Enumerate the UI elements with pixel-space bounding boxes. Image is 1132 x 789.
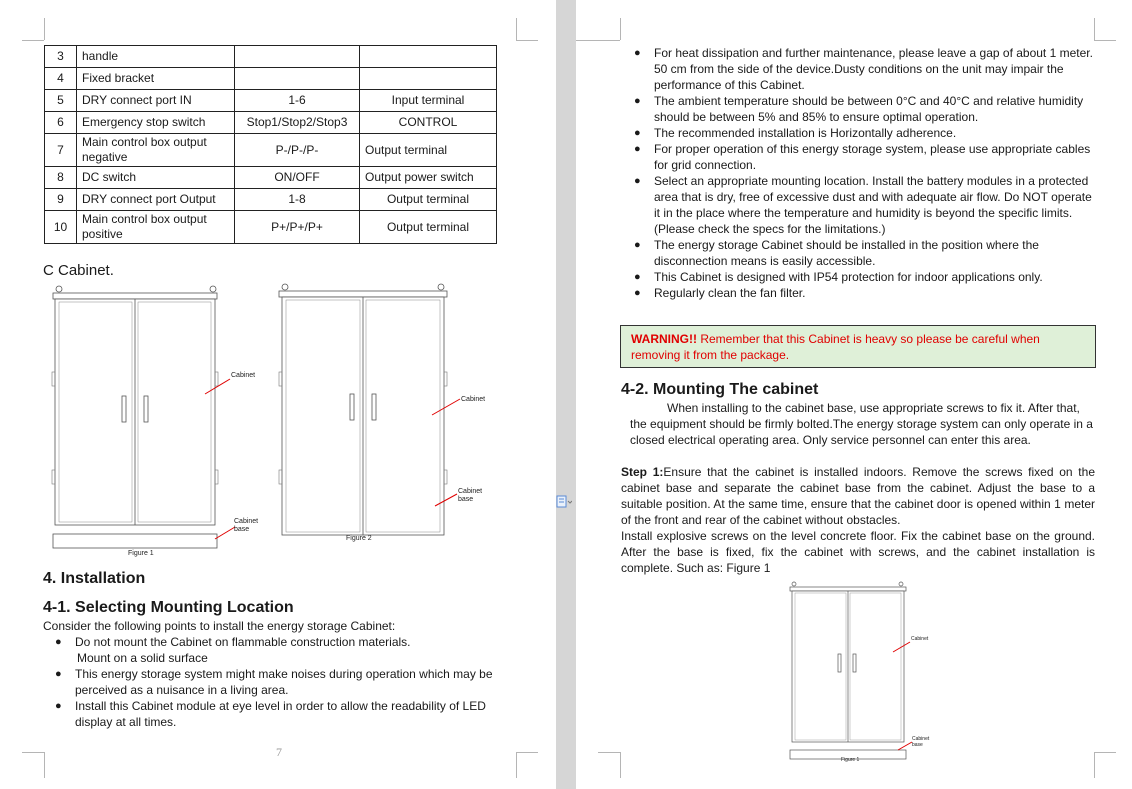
table-cell bbox=[360, 46, 497, 68]
crop-mark bbox=[620, 752, 621, 778]
table-cell bbox=[360, 68, 497, 90]
mounting-intro: When installing to the cabinet base, use appropriate screws to fix it. After that, the equipment should be firmly bolted.The energy storage system can only operate in a closed electrical operating area. Only service personnel can enter this area. bbox=[630, 401, 1093, 447]
comment-icon[interactable] bbox=[556, 495, 572, 509]
crop-mark bbox=[22, 40, 44, 41]
list-item bbox=[623, 141, 1099, 173]
cabinet-base-label: Cabinet base bbox=[912, 736, 930, 748]
table-row bbox=[45, 90, 497, 112]
bullet-icon: ● bbox=[634, 287, 641, 299]
table-row bbox=[45, 68, 497, 90]
table-cell: CONTROL bbox=[360, 112, 497, 134]
list-item-text: Install this Cabinet module at eye level in order to allow the readability of LED display at all times. bbox=[75, 699, 486, 729]
table-row bbox=[45, 189, 497, 211]
figure-cabinet-right bbox=[788, 580, 938, 768]
table-cell: Output terminal bbox=[360, 211, 497, 244]
table-cell: Emergency stop switch bbox=[77, 112, 235, 134]
crop-mark bbox=[516, 40, 538, 41]
figure-caption: Figure 1 bbox=[841, 757, 860, 763]
table-cell: Output terminal bbox=[360, 134, 497, 167]
bullet-icon: ● bbox=[634, 47, 641, 59]
table-cell: Stop1/Stop2/Stop3 bbox=[235, 112, 360, 134]
intro-text: Consider the following points to install the energy storage Cabinet: bbox=[43, 619, 396, 633]
right-bullet-list bbox=[623, 45, 1099, 301]
table-cell: P-/P-/P- bbox=[235, 134, 360, 167]
list-item bbox=[623, 237, 1099, 269]
table-cell: Main control box output positive bbox=[77, 211, 235, 244]
list-item-text: The ambient temperature should be between 0°C and 40°C and relative humidity should be between 5% and 85% to ensure optimal operation. bbox=[654, 94, 1084, 124]
table-cell: 1-8 bbox=[235, 189, 360, 211]
table-cell bbox=[235, 46, 360, 68]
step-1-paragraph-2: Install explosive screws on the level concrete floor. Fix the cabinet base on the ground. After the base is fixed, fix the cabinet with screws, and the cabinet installation is complete. Such as: Figure 1 bbox=[621, 529, 1095, 575]
table-row bbox=[45, 167, 497, 189]
crop-mark bbox=[1094, 18, 1095, 40]
table-cell: 5 bbox=[45, 90, 77, 112]
cabinet-label: Cabinet bbox=[231, 372, 256, 379]
crop-mark bbox=[516, 752, 538, 753]
cabinet-drawing bbox=[50, 282, 250, 552]
table-row bbox=[45, 134, 497, 167]
step-1-text: Ensure that the cabinet is installed indoors. Remove the screws fixed on the cabinet base and separate the cabinet base from the cabinet. Adjust the base to a suitable position. At the same time, ensure that the cabinet door is opened within 1 meter of the front and rear of the cabinet without obstacles. bbox=[621, 465, 1095, 527]
bullet-icon: ● bbox=[634, 143, 641, 155]
list-item bbox=[44, 634, 504, 666]
list-item-text: The energy storage Cabinet should be installed in the position where the disconnection means is easily accessible. bbox=[654, 238, 1039, 268]
bullet-icon: ● bbox=[55, 668, 62, 680]
list-item-text: The recommended installation is Horizontally adherence. bbox=[654, 126, 957, 140]
table-row bbox=[45, 211, 497, 244]
cabinet-label: Cabinet bbox=[911, 636, 929, 642]
figure-caption: Figure 1 bbox=[128, 550, 154, 557]
table-cell: DC switch bbox=[77, 167, 235, 189]
cabinet-drawing bbox=[277, 282, 477, 544]
warning-box bbox=[620, 325, 1096, 368]
table-cell: 6 bbox=[45, 112, 77, 134]
table-cell: 1-6 bbox=[235, 90, 360, 112]
list-item-text: Regularly clean the fan filter. bbox=[654, 286, 806, 300]
warning-label: WARNING!! bbox=[631, 332, 697, 346]
list-item-text: This Cabinet is designed with IP54 protection for indoor applications only. bbox=[654, 270, 1043, 284]
bullet-icon: ● bbox=[55, 700, 62, 712]
crop-mark bbox=[22, 752, 44, 753]
bullet-icon: ● bbox=[634, 127, 641, 139]
table-cell: Input terminal bbox=[360, 90, 497, 112]
bullet-icon: ● bbox=[634, 239, 641, 251]
table-row bbox=[45, 46, 497, 68]
table-cell: Fixed bracket bbox=[77, 68, 235, 90]
crop-mark bbox=[1094, 40, 1116, 41]
list-item-text: For proper operation of this energy storage system, please use appropriate cables for grid connection. bbox=[654, 142, 1091, 172]
crop-mark bbox=[620, 18, 621, 40]
list-item bbox=[623, 285, 1099, 301]
cabinet-label: Cabinet bbox=[461, 396, 486, 403]
list-item-continuation: Mount on a solid surface bbox=[77, 651, 208, 665]
step-1-paragraph bbox=[621, 464, 1095, 528]
bullet-icon: ● bbox=[634, 95, 641, 107]
list-item-text: Select an appropriate mounting location. Install the battery modules in a protected area that is dry, free of excessive dust and with adequate air flow. Do NOT operate it in the place where the temperature and humidity is beyond the specific limits. (Please check the specs for the limitations.) bbox=[654, 174, 1092, 236]
crop-mark bbox=[1094, 752, 1095, 778]
table-cell: P+/P+/P+ bbox=[235, 211, 360, 244]
figure-cabinet-1 bbox=[50, 282, 259, 557]
list-item-text: This energy storage system might make noises during operation which may be perceived as a nuisance in a living area. bbox=[75, 667, 493, 697]
table-cell bbox=[235, 68, 360, 90]
table-cell: handle bbox=[77, 46, 235, 68]
figure-caption: Figure 2 bbox=[346, 535, 372, 542]
crop-mark bbox=[1094, 752, 1116, 753]
table-cell: Output terminal bbox=[360, 189, 497, 211]
component-table bbox=[44, 45, 497, 244]
page-number: 7 bbox=[276, 745, 282, 759]
list-item bbox=[44, 666, 504, 698]
crop-mark bbox=[44, 18, 45, 40]
page-gutter bbox=[556, 0, 576, 789]
crop-mark bbox=[44, 752, 45, 778]
heading-4-2: 4-2. Mounting The cabinet bbox=[621, 381, 819, 398]
crop-mark bbox=[516, 18, 517, 40]
warning-text: Remember that this Cabinet is heavy so please be careful when removing it from the package. bbox=[631, 332, 1040, 362]
heading-installation: 4. Installation bbox=[43, 570, 146, 587]
cabinet-base-label: Cabinet base bbox=[458, 488, 483, 503]
cabinet-base-label: Cabinet base bbox=[234, 518, 259, 533]
table-cell: 9 bbox=[45, 189, 77, 211]
table-cell: 7 bbox=[45, 134, 77, 167]
list-item bbox=[623, 45, 1099, 93]
list-item-text: Do not mount the Cabinet on flammable construction materials. bbox=[75, 635, 411, 649]
table-cell: ON/OFF bbox=[235, 167, 360, 189]
table-cell: 8 bbox=[45, 167, 77, 189]
step-1-label: Step 1: bbox=[621, 465, 664, 479]
bullet-icon: ● bbox=[634, 175, 641, 187]
crop-mark bbox=[576, 40, 620, 41]
bullet-icon: ● bbox=[634, 271, 641, 283]
list-item bbox=[623, 269, 1099, 285]
table-cell: 3 bbox=[45, 46, 77, 68]
left-bullet-list bbox=[44, 634, 504, 730]
table-row bbox=[45, 112, 497, 134]
section-c-title: C Cabinet. bbox=[43, 262, 114, 279]
table-cell: 10 bbox=[45, 211, 77, 244]
list-item bbox=[623, 173, 1099, 237]
table-cell: Main control box output negative bbox=[77, 134, 235, 167]
table-cell: DRY connect port Output bbox=[77, 189, 235, 211]
bullet-icon: ● bbox=[55, 636, 62, 648]
crop-mark bbox=[598, 752, 620, 753]
table-cell: Output power switch bbox=[360, 167, 497, 189]
list-item bbox=[44, 698, 504, 730]
crop-mark bbox=[516, 752, 517, 778]
figure-cabinet-2 bbox=[277, 282, 486, 544]
table-cell: DRY connect port IN bbox=[77, 90, 235, 112]
list-item bbox=[623, 93, 1099, 125]
list-item-text: For heat dissipation and further maintenance, please leave a gap of about 1 meter. 50 cm from the side of the device.Dusty conditions on the unit may impair the performance of this Cabinet. bbox=[654, 46, 1093, 92]
heading-4-1: 4-1. Selecting Mounting Location bbox=[43, 599, 294, 616]
table-cell: 4 bbox=[45, 68, 77, 90]
list-item bbox=[623, 125, 1099, 141]
